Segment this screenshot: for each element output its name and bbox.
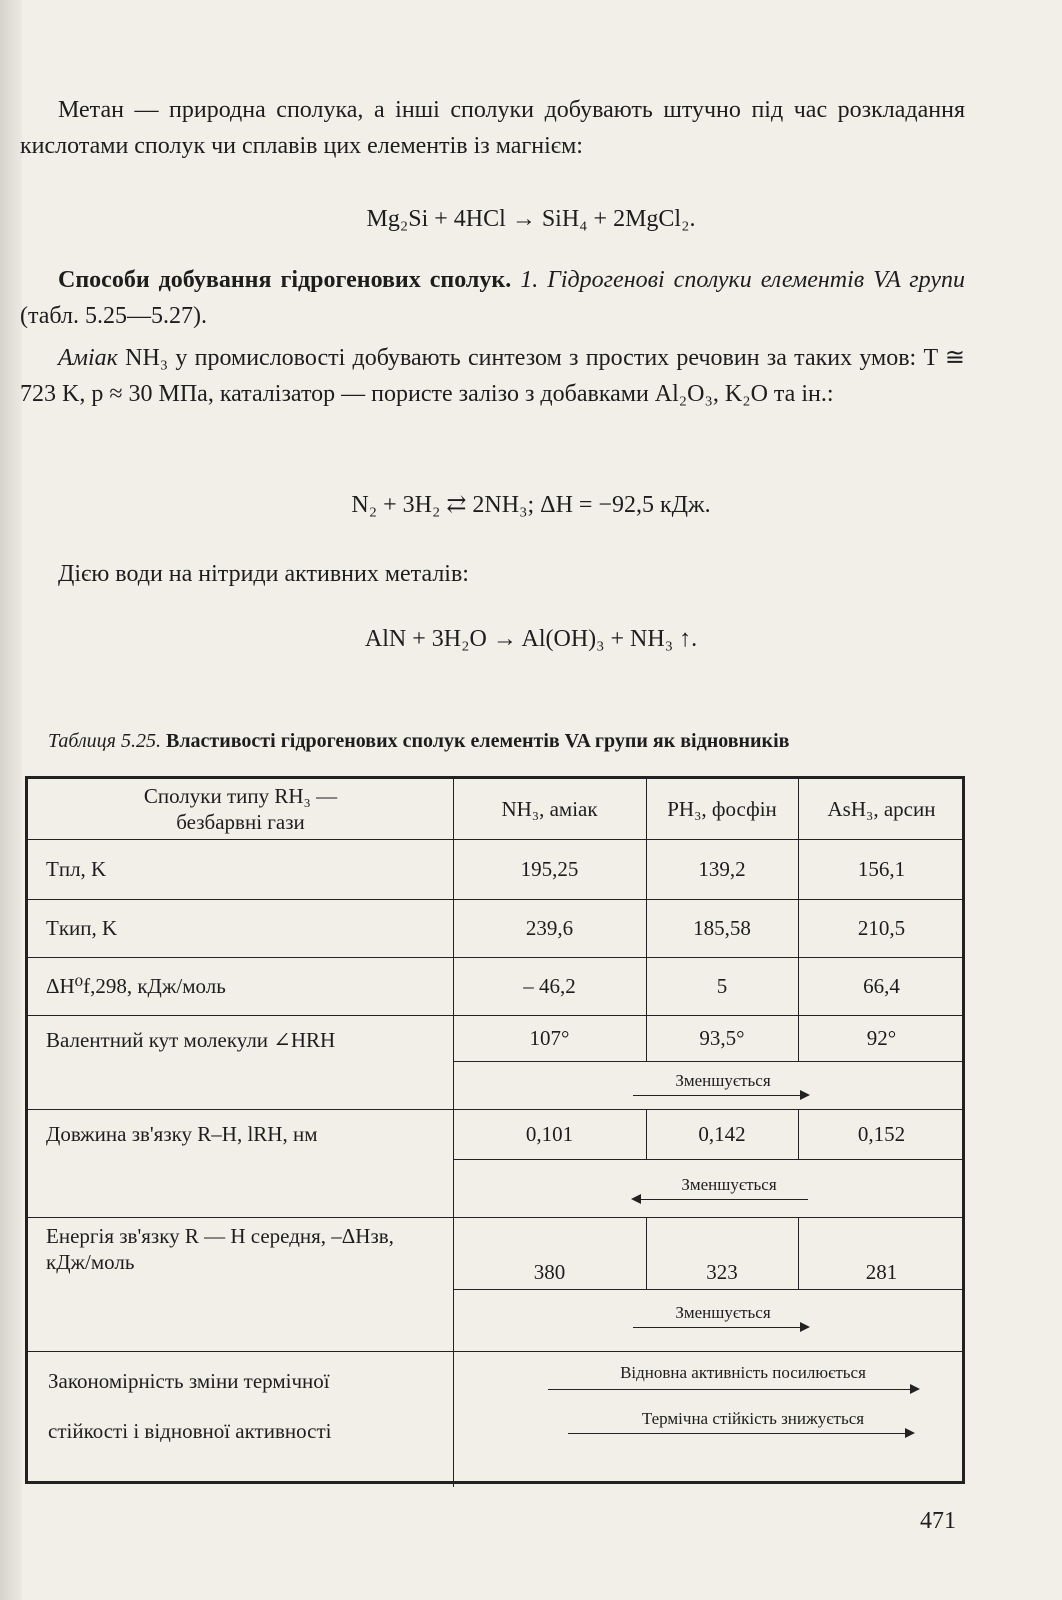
row-label-melting-point: Tпл, K (46, 857, 107, 881)
cell-value: 0,101 (525, 1122, 574, 1146)
header-nh3: NH₃, аміак (501, 797, 598, 821)
arrow-right-icon (568, 1433, 913, 1434)
cell-value: 156,1 (857, 857, 906, 881)
cell-value: 0,142 (698, 1122, 746, 1146)
row-label-formation-enthalpy: ΔH⁰f,298, кДж/моль (46, 974, 226, 998)
trend-reducing-activity: Відновна активність посилюється (620, 1363, 866, 1382)
arrow-right-icon (633, 1327, 808, 1328)
cell-value: – 46,2 (523, 974, 576, 998)
cell-value: 107° (529, 1026, 570, 1050)
header-compound-type: Сполуки типу RH₃ — безбарвні гази (143, 784, 338, 834)
last-row-label-line2: стійкості і відновної активності (48, 1419, 332, 1443)
cell-value: 93,5° (699, 1026, 745, 1050)
cell-value: 0,152 (857, 1122, 906, 1146)
intro-paragraph: Метан — природна сполука, а інші сполуки добувають штучно під час розкладання кислотами сполук чи сплавів цих елементів із магнієм: (20, 97, 965, 159)
header-ph3: PH₃, фосфін (667, 797, 777, 821)
row-label-bond-energy: Енергія зв'язку R — H середня, –ΔHзв, кДж/моль (46, 1224, 394, 1274)
ammonia-name: Аміак (58, 345, 118, 371)
ammonia-paragraph: Аміак NH₃ у промисловості добувають синтезом з простих речовин за таких умов: T ≅ 723 K, p ≈ 30 МПа, каталізатор — пористе залізо з добавками Al₂O₃, K₂O та ін.: (20, 345, 966, 407)
properties-table (25, 776, 965, 1484)
methods-ref: (табл. 5.25—5.27). (20, 303, 208, 329)
cell-value: 281 (865, 1260, 898, 1284)
cell-value: 210,5 (857, 916, 906, 940)
cell-value: 239,6 (525, 916, 574, 940)
col-divider (453, 1351, 454, 1487)
row-label-boiling-point: Tкип, K (46, 916, 118, 940)
cell-value: 185,58 (693, 916, 751, 940)
cell-value: 66,4 (863, 974, 900, 998)
cell-value: 92° (866, 1026, 897, 1050)
arrow-right-icon (633, 1095, 808, 1096)
row-divider (453, 1159, 965, 1160)
page-edge (0, 0, 22, 1600)
row-label-bond-length: Довжина зв'язку R–H, lRH, нм (46, 1122, 318, 1146)
row-divider (453, 1061, 965, 1062)
caption-title: Властивості гідрогенових сполук елементів VA групи як відновників (165, 730, 790, 752)
methods-subheading: 1. Гідрогенові сполуки елементів VA групи (520, 267, 966, 293)
equation-ammonia-synthesis: N₂ + 3H₂ ⇄ 2NH₃; ΔH = −92,5 кДж. (351, 492, 711, 518)
cell-value: 195,25 (520, 857, 579, 881)
equation-nitride-hydrolysis: AlN + 3H₂O → Al(OH)₃ + NH₃ ↑. (364, 626, 698, 652)
row-divider (28, 1351, 965, 1352)
cell-value: 139,2 (698, 857, 746, 881)
methods-heading: Способи добування гідрогенових сполук. (58, 267, 512, 293)
arrow-right-icon (548, 1389, 918, 1390)
caption-label: Таблиця 5.25. (48, 730, 161, 752)
header-ash3: AsH₃, арсин (827, 797, 936, 821)
cell-value: 5 (716, 974, 728, 998)
row-label-bond-angle: Валентний кут молекули ∠HRH (46, 1028, 336, 1052)
trend-label-angle: Зменшується (675, 1071, 771, 1090)
water-paragraph: Дією води на нітриди активних металів: (58, 561, 469, 587)
equation-magnesium-silicide: Mg₂Si + 4HCl → SiH₄ + 2MgCl₂. (366, 206, 696, 232)
row-divider (28, 1217, 965, 1218)
page-number: 471 (920, 1508, 956, 1534)
cell-value: 380 (533, 1260, 566, 1284)
methods-paragraph (20, 262, 965, 334)
table-caption (48, 727, 968, 755)
trend-label-energy: Зменшується (675, 1303, 771, 1322)
row-divider (453, 1289, 965, 1290)
last-row-label-line1: Закономірність зміни термічної (48, 1369, 330, 1393)
trend-thermal-stability: Термічна стійкість знижується (641, 1409, 865, 1428)
arrow-left-icon (633, 1199, 808, 1200)
cell-value: 323 (706, 1260, 738, 1284)
trend-label-length: Зменшується (681, 1175, 777, 1194)
